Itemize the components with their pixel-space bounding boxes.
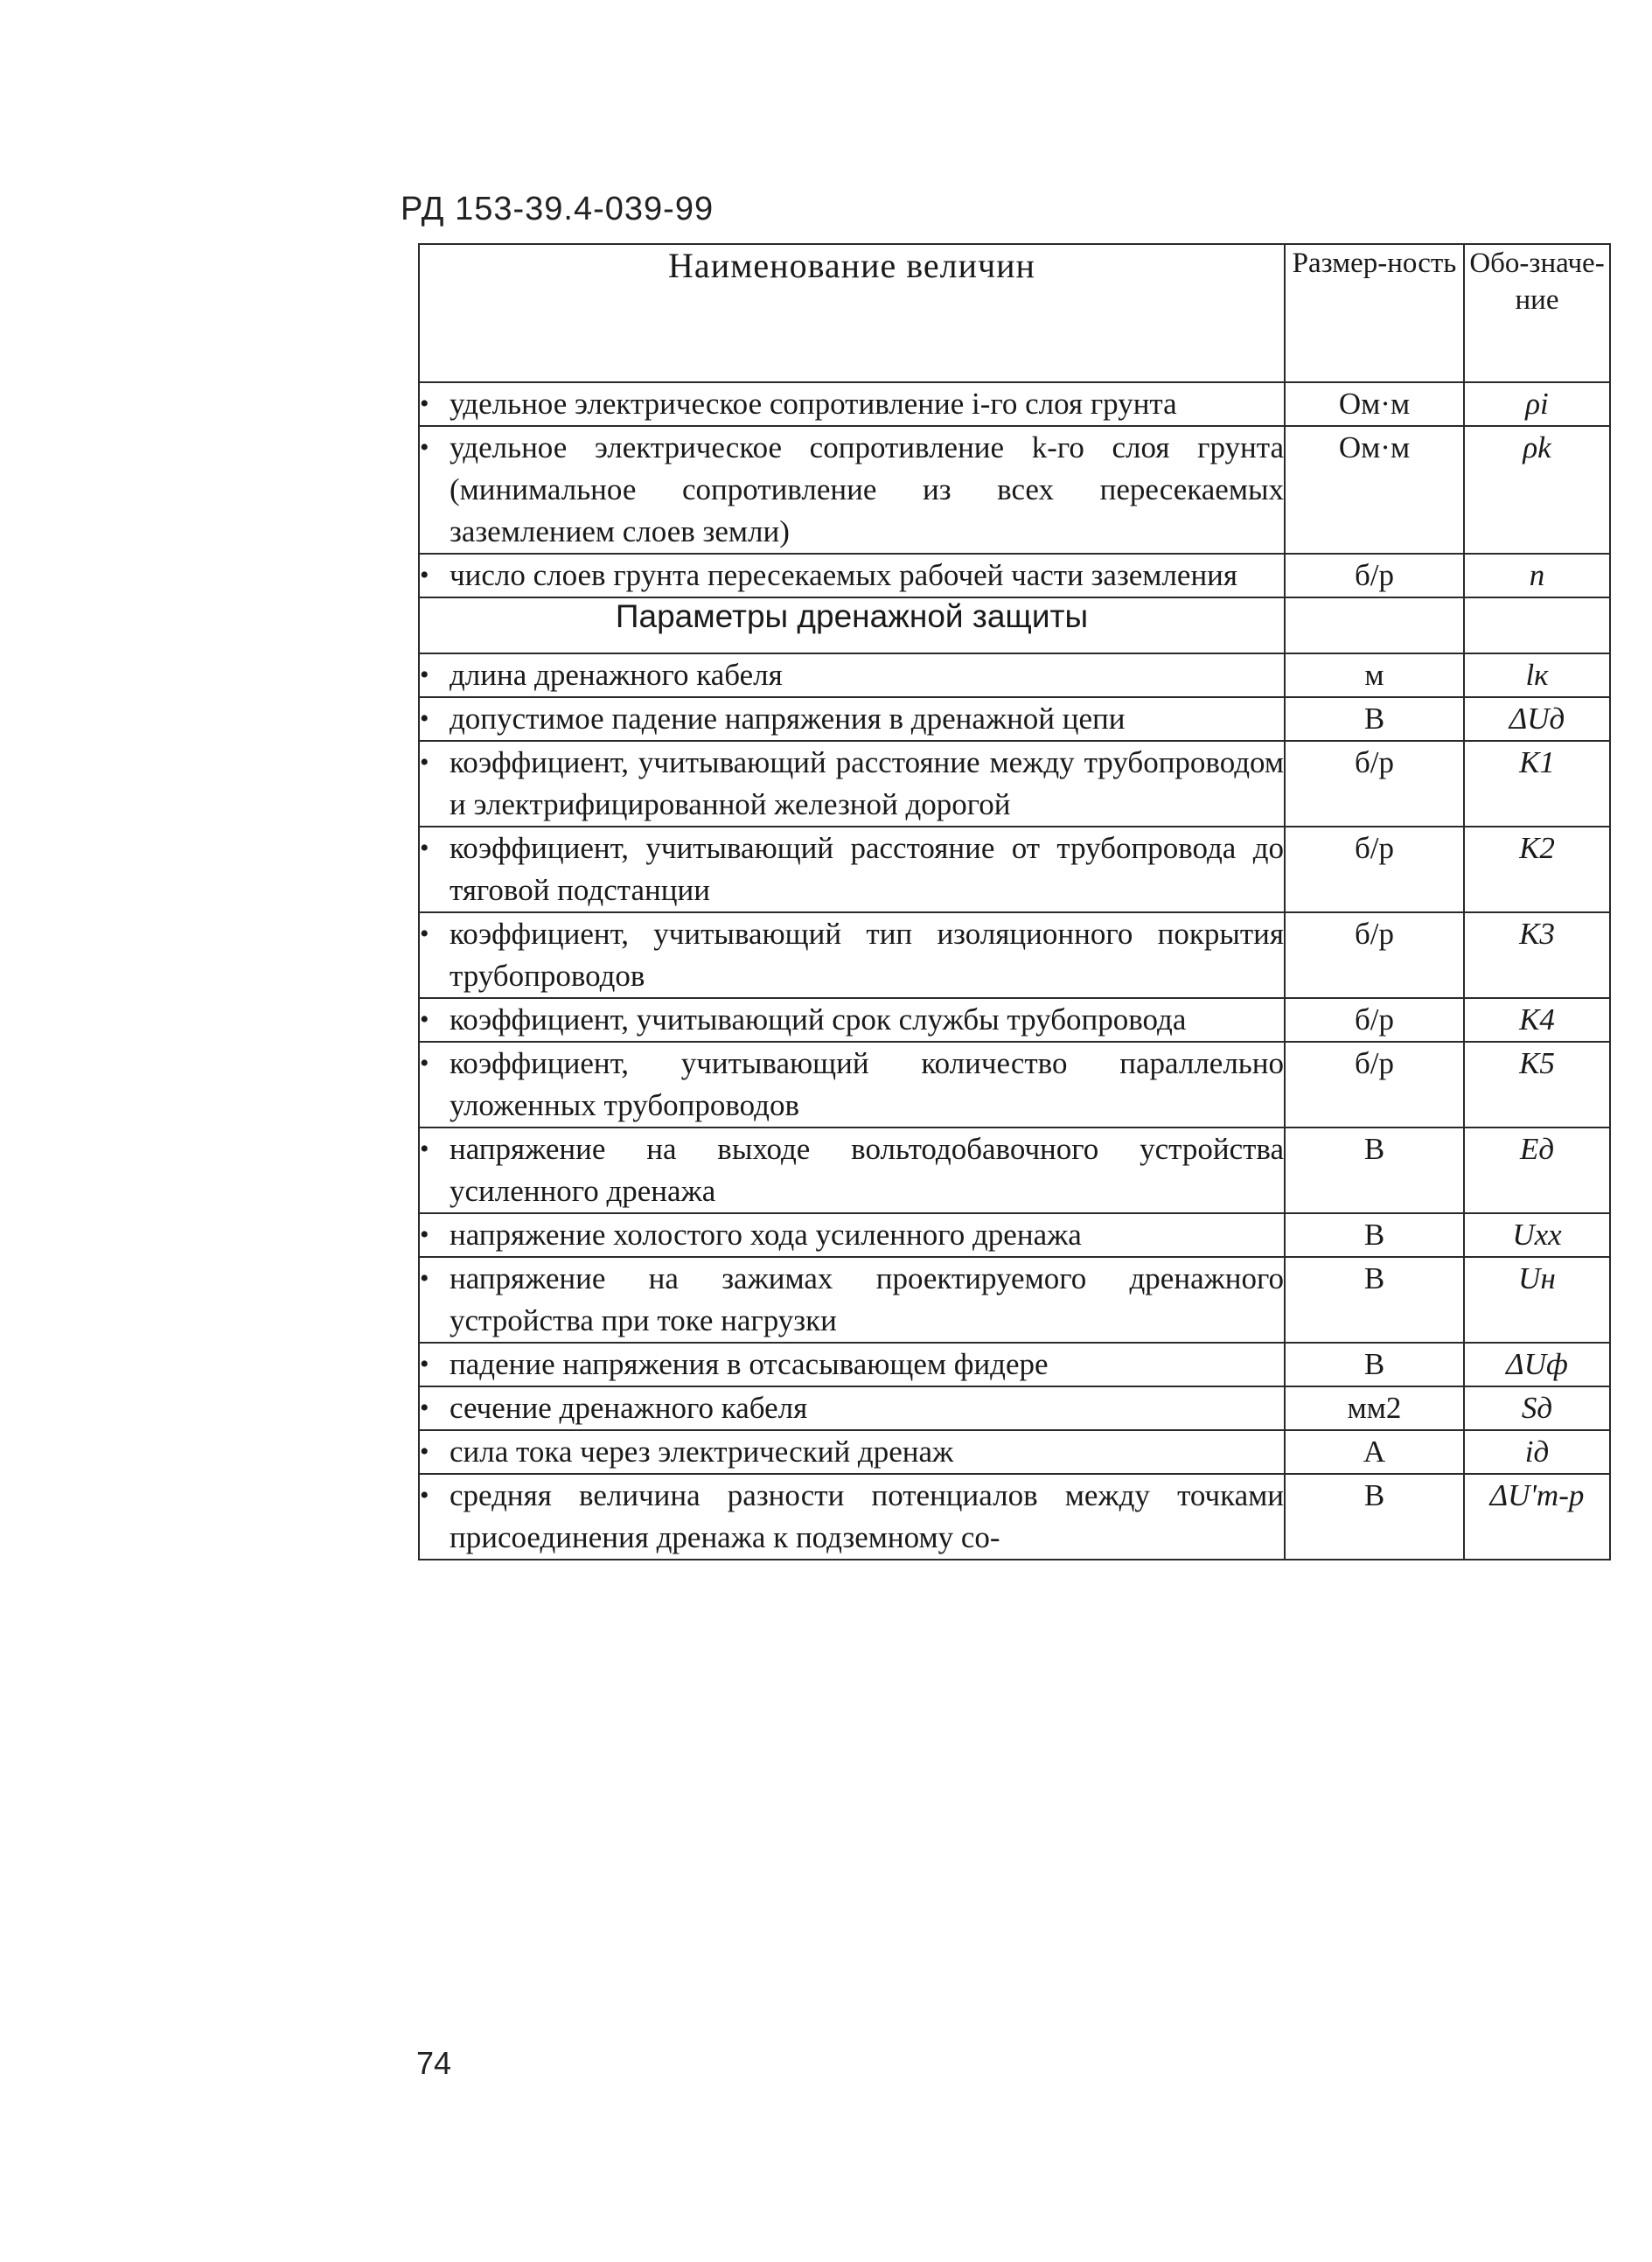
row-text: напряжение на выходе вольтодобавочного устройства усиленного дренажа bbox=[450, 1132, 1284, 1208]
row-dimension: б/р bbox=[1285, 741, 1464, 827]
row-dimension: б/р bbox=[1285, 554, 1464, 597]
bullet-icon: • bbox=[420, 1049, 429, 1078]
row-symbol: lк bbox=[1464, 653, 1610, 697]
table-row bbox=[419, 1257, 1610, 1343]
row-symbol: ΔUф bbox=[1464, 1343, 1610, 1386]
bullet-icon: • bbox=[420, 1220, 429, 1249]
row-text: напряжение на зажимах проектируемого дренажного устройства при токе нагрузки bbox=[450, 1261, 1284, 1337]
row-dimension: мм2 bbox=[1285, 1386, 1464, 1430]
row-text: сечение дренажного кабеля bbox=[450, 1391, 808, 1425]
row-text: коэффициент, учитывающий расстояние от трубопровода до тяговой подстанции bbox=[450, 831, 1284, 907]
row-symbol: K1 bbox=[1464, 741, 1610, 827]
bullet-icon: • bbox=[420, 1437, 429, 1466]
row-dimension: А bbox=[1285, 1430, 1464, 1474]
row-dimension: В bbox=[1285, 1343, 1464, 1386]
bullet-icon: • bbox=[420, 561, 429, 590]
table-row bbox=[419, 741, 1610, 827]
bullet-icon: • bbox=[420, 433, 429, 462]
section-row bbox=[419, 597, 1610, 653]
row-dimension: Ом·м bbox=[1285, 426, 1464, 554]
bullet-icon: • bbox=[420, 704, 429, 733]
table-row bbox=[419, 1343, 1610, 1386]
row-symbol: n bbox=[1464, 554, 1610, 597]
row-symbol: K2 bbox=[1464, 827, 1610, 912]
row-symbol: Uн bbox=[1464, 1257, 1610, 1343]
row-symbol: ρi bbox=[1464, 382, 1610, 426]
bullet-icon: • bbox=[420, 660, 429, 689]
row-symbol: K4 bbox=[1464, 998, 1610, 1042]
bullet-icon: • bbox=[420, 834, 429, 862]
bullet-icon: • bbox=[420, 919, 429, 948]
table-row bbox=[419, 1128, 1610, 1213]
row-symbol: Sд bbox=[1464, 1386, 1610, 1430]
row-symbol: Uxx bbox=[1464, 1213, 1610, 1257]
row-text: сила тока через электрический дренаж bbox=[450, 1435, 954, 1469]
section-title: Параметры дренажной защиты bbox=[419, 597, 1285, 653]
row-symbol: K5 bbox=[1464, 1042, 1610, 1128]
bullet-icon: • bbox=[420, 1393, 429, 1422]
bullet-icon: • bbox=[420, 1005, 429, 1034]
parameters-table bbox=[418, 243, 1611, 1560]
row-dimension: В bbox=[1285, 1257, 1464, 1343]
header-dimension: Размер-ность bbox=[1285, 244, 1464, 382]
row-text: длина дренажного кабеля bbox=[450, 658, 783, 692]
table-row bbox=[419, 697, 1610, 741]
row-dimension: В bbox=[1285, 697, 1464, 741]
bullet-icon: • bbox=[420, 748, 429, 777]
table-row bbox=[419, 382, 1610, 426]
table-row bbox=[419, 1430, 1610, 1474]
row-symbol: Eд bbox=[1464, 1128, 1610, 1213]
row-dimension: В bbox=[1285, 1128, 1464, 1213]
row-text: падение напряжения в отсасывающем фидере bbox=[450, 1347, 1049, 1381]
table-row bbox=[419, 554, 1610, 597]
row-symbol: ΔU'т-р bbox=[1464, 1474, 1610, 1560]
row-dimension: В bbox=[1285, 1474, 1464, 1560]
row-text: коэффициент, учитывающий расстояние между трубопроводом и электрифицированной железной дорогой bbox=[450, 745, 1284, 821]
row-symbol: iд bbox=[1464, 1430, 1610, 1474]
row-text: коэффициент, учитывающий тип изоляционного покрытия трубопроводов bbox=[450, 917, 1284, 993]
row-text: удельное электрическое сопротивление i-го слоя грунта bbox=[450, 387, 1177, 421]
table-row bbox=[419, 827, 1610, 912]
document-code: РД 153-39.4-039-99 bbox=[401, 191, 714, 227]
table-row bbox=[419, 1474, 1610, 1560]
row-text: число слоев грунта пересекаемых рабочей части заземления bbox=[450, 558, 1238, 592]
table-row bbox=[419, 1213, 1610, 1257]
row-dimension: м bbox=[1285, 653, 1464, 697]
table-row bbox=[419, 653, 1610, 697]
row-symbol: K3 bbox=[1464, 912, 1610, 998]
bullet-icon: • bbox=[420, 1481, 429, 1510]
row-text: средняя величина разности потенциалов между точками присоединения дренажа к подземному со- bbox=[450, 1478, 1284, 1554]
row-symbol: ΔUд bbox=[1464, 697, 1610, 741]
row-symbol: ρk bbox=[1464, 426, 1610, 554]
table-row bbox=[419, 998, 1610, 1042]
row-dimension: б/р bbox=[1285, 998, 1464, 1042]
bullet-icon: • bbox=[420, 1264, 429, 1293]
row-text: коэффициент, учитывающий количество параллельно уложенных трубопроводов bbox=[450, 1046, 1284, 1122]
table-row bbox=[419, 426, 1610, 554]
page-number: 74 bbox=[416, 2045, 452, 2081]
bullet-icon: • bbox=[420, 1350, 429, 1379]
row-text: напряжение холостого хода усиленного дренажа bbox=[450, 1218, 1082, 1252]
header-name: Наименование величин bbox=[419, 244, 1285, 382]
row-dimension: б/р bbox=[1285, 912, 1464, 998]
table-row bbox=[419, 1042, 1610, 1128]
row-text: удельное электрическое сопротивление k-го слоя грунта (минимальное сопротивление из всех пересекаемых заземлением слоев земли) bbox=[450, 430, 1284, 548]
row-dimension: б/р bbox=[1285, 1042, 1464, 1128]
bullet-icon: • bbox=[420, 1134, 429, 1163]
bullet-icon: • bbox=[420, 389, 429, 418]
row-dimension: Ом·м bbox=[1285, 382, 1464, 426]
row-dimension: В bbox=[1285, 1213, 1464, 1257]
row-text: допустимое падение напряжения в дренажной цепи bbox=[450, 702, 1126, 736]
row-text: коэффициент, учитывающий срок службы трубопровода bbox=[450, 1002, 1187, 1037]
row-dimension: б/р bbox=[1285, 827, 1464, 912]
table-row bbox=[419, 912, 1610, 998]
table-row bbox=[419, 1386, 1610, 1430]
header-symbol: Обо-значе-ние bbox=[1464, 244, 1610, 382]
table-header-row bbox=[419, 244, 1610, 382]
